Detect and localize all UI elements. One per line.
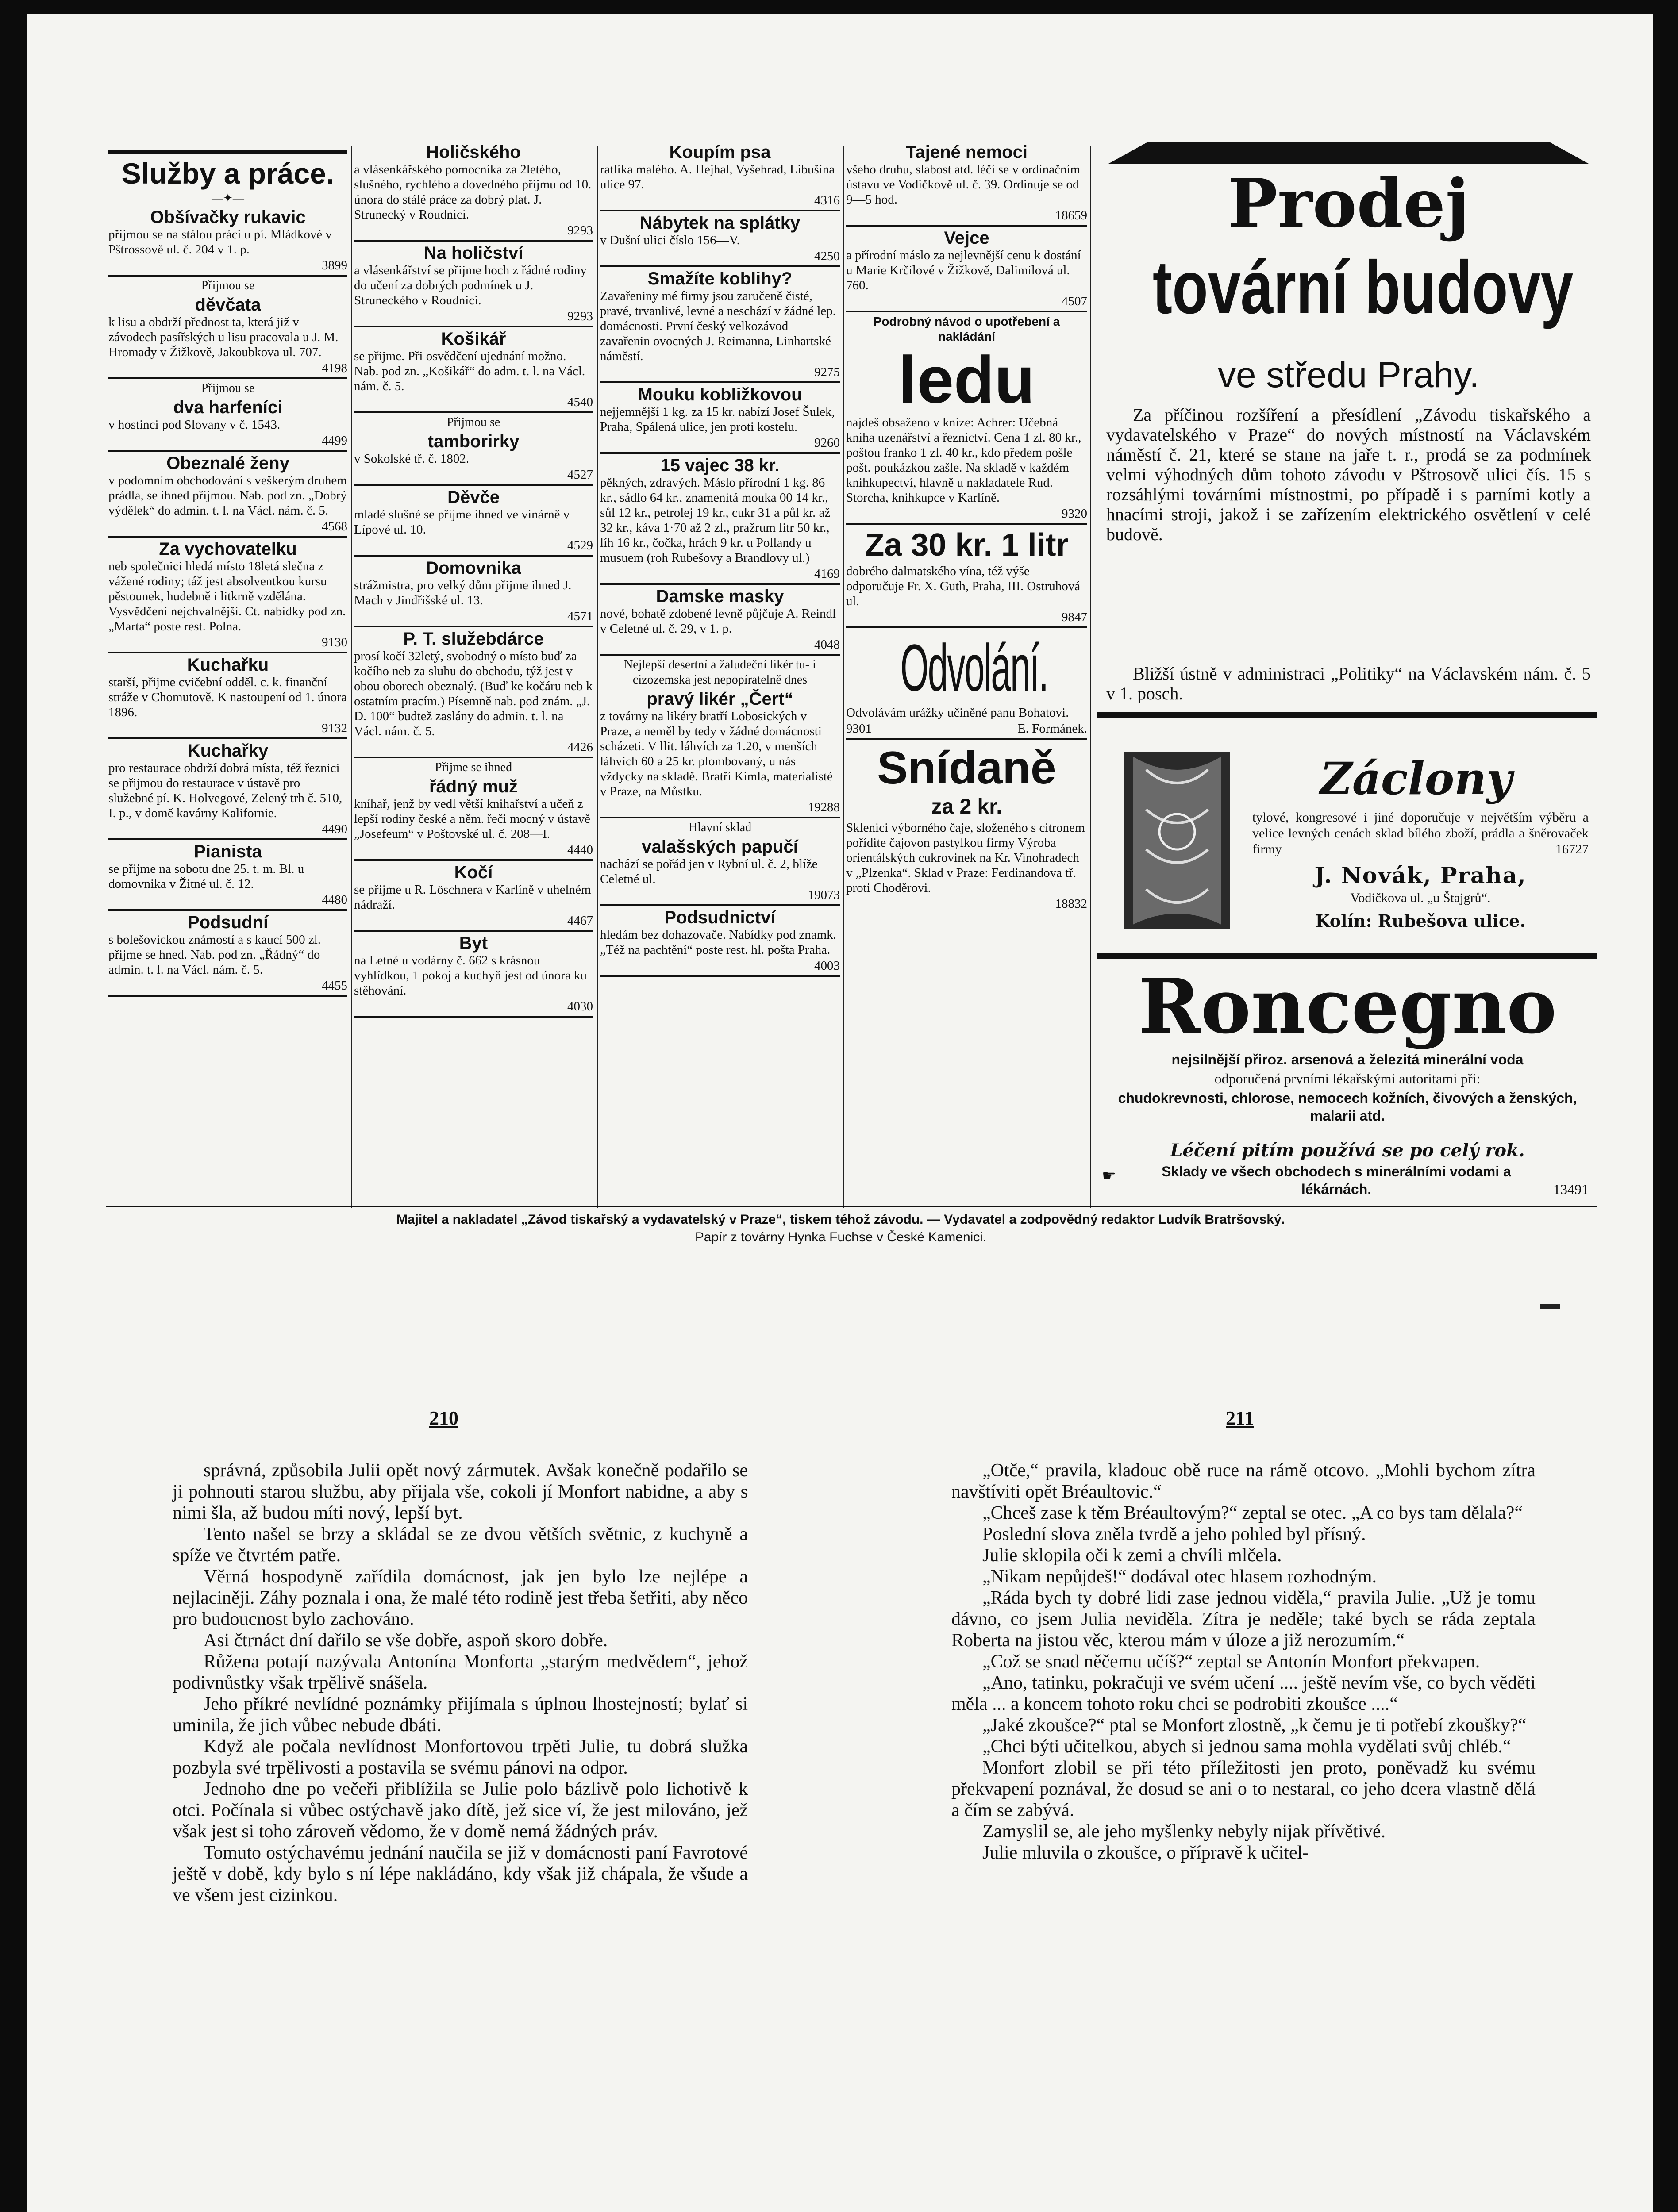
ad-title: Podsudní: [187, 913, 269, 932]
novel-paragraph: Poslední slova zněla tvrdě a jeho pohled byl přísný.: [982, 1524, 1366, 1544]
ad-kicker: Přijmou se: [201, 381, 255, 395]
ad-body: v Dušní ulici číslo 156—V.: [600, 233, 740, 247]
ad-body: najdeš obsaženo v knize: Achrer: Učebná kniha uzenářství a řeznictví. Cena 1 zl. 80 kr., poštou franko 1 zl. 40 kr., kdo předem pošle pošt. poukázkou zašle. Na skladě v každém knihkupectví, hlavně u nakladatele Rud. Storcha, knihkupce v Karlíně.: [846, 415, 1081, 505]
ad-title: tamborirky: [427, 432, 520, 451]
novel-paragraph: „Jaké zkoušce?“ ptal se Monfort zlostně, „k čemu je ti potřebí zkoušky?“: [982, 1715, 1527, 1736]
ad-divider: [600, 265, 840, 267]
ad-number: 9301: [846, 722, 872, 736]
ad-body: všeho druhu, slabost atd. léčí se v ordinačním ústavu ve Vodičkově ul. č. 39. Ordinuje se od 9—5 hod.: [846, 162, 1081, 207]
ad-kicker: Přijmou se: [201, 279, 255, 292]
pointing-hand-icon: ☛: [1102, 1167, 1116, 1185]
ad-divider: [600, 975, 840, 977]
ad-number: 9320: [1062, 507, 1087, 521]
novel-paragraph: „Chci býti učitelkou, abych si jednou sama mohla vydělati svůj chléb.“: [982, 1736, 1511, 1757]
ad-number: 9293: [567, 309, 593, 323]
ad-divider: [600, 654, 840, 656]
lace-curtain-illustration: [1106, 743, 1248, 938]
ad-number: 9132: [322, 721, 347, 735]
ad-body: z továrny na likéry bratří Lobosických v Praze, a neměl by tedy v žádné domácnosti scházeti. V llit. láhvích za 1.20, v menších láhvích 60 a 25 kr. plombovaný, u nás vždycky na skladě. Bratří Kimla, materialisté v Praze, na Můstku.: [600, 709, 833, 799]
ad-divider: [600, 817, 840, 818]
ad-body: starší, přijme cvičební odděl. c. k. finanční stráže v Chomutově. K nastoupení od 1. února 1896.: [108, 675, 347, 719]
classified-ad: [108, 207, 347, 276]
ad-divider: [354, 411, 593, 413]
ad-divider: [846, 311, 1087, 312]
ad-title: Mouku kobližkovou: [638, 385, 802, 404]
classified-ad: [600, 456, 840, 585]
ad-title: P. T. služebdárce: [403, 629, 544, 649]
ad-number: 4316: [814, 193, 840, 207]
ad-title: pravý likér „Čert“: [647, 689, 793, 709]
ad-divider: [354, 326, 593, 327]
ad-list: [600, 142, 840, 977]
ad-title-snidane: Snídaně: [877, 742, 1056, 794]
ad-body: se přijme na sobotu dne 25. t. m. Bl. u domovnika v Žitné ul. č. 12.: [108, 862, 304, 891]
ad-title: Koupím psa: [669, 142, 771, 162]
novel-paragraph: Julie mluvila o zkoušce, o přípravě k učitel-: [982, 1843, 1309, 1863]
zaclony-address: Vodičkova ul. „u Štajgrů“.: [1350, 891, 1491, 905]
ad-number: 4198: [322, 361, 347, 375]
ad-title: Za 30 kr. 1 litr: [865, 527, 1069, 563]
page-number-right: 211: [1226, 1407, 1254, 1429]
novel-paragraph: Věrná hospodyně zařídila domácnost, jak jen bylo lze nejlépe a nejlaciněji. Záhy poznala i ona, že malé této rodině jest třeba šetřiti, aby něco pro budoucnost bylo zachováno.: [173, 1567, 748, 1629]
ad-number: 4426: [567, 740, 593, 754]
ad-title: Domovnika: [426, 558, 521, 578]
print-mark: [1540, 1304, 1560, 1309]
prodej-subtitle-2: ve středu Prahy.: [1218, 355, 1479, 395]
ads-column-4: [846, 141, 1087, 912]
ad-title: řádný muž: [429, 777, 518, 796]
ad-divider: [108, 737, 347, 739]
classified-ad: [108, 741, 347, 840]
ad-number: 18832: [1055, 897, 1087, 911]
roncegno-title: Roncegno: [1138, 962, 1557, 1051]
ad-number: 4529: [567, 538, 593, 553]
ad-title: Obšívačky rukavic: [150, 207, 306, 227]
ad-divider: [108, 377, 347, 379]
ad-title: děvčata: [195, 295, 261, 315]
ad-divider: [108, 909, 347, 911]
ad-title: Tajené nemoci: [906, 142, 1028, 162]
ad-divider: [846, 523, 1087, 525]
classified-ad: [354, 329, 593, 413]
novel-paragraph: „Chceš zase k těm Bréaultovým?“ zeptal se otec. „A co bys tam dělala?“: [982, 1503, 1523, 1523]
ad-number: 4467: [567, 914, 593, 928]
ad-body: a vlásenkářství se přijme hoch z řádné rodiny do učení za dobrých podmínek u J. Struneckého v Roudnici.: [354, 263, 587, 307]
footer-rule: [106, 1206, 1597, 1207]
ad-divider: [600, 452, 840, 454]
ad-divider: [600, 210, 840, 211]
ad-divider: [1097, 712, 1597, 718]
prodej-subtitle: tovární budovy: [1152, 246, 1574, 330]
zaclony-firm: J. Novák, Praha,: [1314, 862, 1527, 888]
ad-divider: [108, 652, 347, 653]
classified-ad: [600, 142, 840, 211]
ad-body: nové, bohatě zdobené levně půjčuje A. Reindl v Celetné ul. č. 29, v 1. p.: [600, 607, 836, 636]
ad-number: 4480: [322, 893, 347, 907]
ad-title: Kočí: [454, 863, 493, 882]
ad-title: 15 vajec 38 kr.: [660, 456, 780, 475]
ad-title: Damske masky: [656, 587, 784, 606]
classified-ad: [354, 415, 593, 486]
ad-body: v hostinci pod Slovany v č. 1543.: [108, 418, 281, 432]
novel-paragraph: „Ano, tatinku, pokračuji ve svém učení .... ještě nevím vše, co bych věděti měla ... a koncem tohoto roku chci se podrobiti zkoušce ....“: [951, 1673, 1536, 1714]
ad-title: valašských papučí: [642, 837, 798, 856]
ad-divider: [108, 536, 347, 538]
ad-number: 19073: [808, 888, 840, 902]
ad-title: Kuchařky: [187, 741, 269, 760]
ad-number: 9260: [814, 436, 840, 450]
ad-body: Odvolávám urážky učiněné panu Bohatovi.: [846, 706, 1069, 720]
classified-ad: [354, 558, 593, 627]
ad-list: [354, 142, 593, 1018]
ad-title: Na holičství: [423, 243, 523, 263]
ad-divider: [600, 904, 840, 906]
ad-body: v Sokolské tř. č. 1802.: [354, 452, 470, 466]
ornament: —✦—: [212, 192, 244, 204]
classified-ad: [354, 760, 593, 861]
novel-page-left: [173, 1460, 748, 1906]
imprint-line-1: Majitel a nakladatel „Závod tiskařský a vydavatelský v Praze“, tiskem téhož závodu. — Vydavatel a zodpovědný redaktor Ludvík Bratršovský.: [396, 1212, 1285, 1227]
ad-title-led: ledu: [898, 342, 1035, 417]
ad-number: 4003: [814, 959, 840, 973]
novel-page-right: [951, 1460, 1536, 1863]
ad-title: Nábytek na splátky: [639, 213, 801, 233]
classified-ad: [600, 657, 840, 818]
ad-divider: [354, 484, 593, 486]
classified-ad: [108, 381, 347, 452]
ad-title: Pianista: [194, 842, 262, 861]
ad-body: a přírodní máslo za nejlevnější cenu k dostání u Marie Krčilové v Žižkově, Dalimilová ul. 760.: [846, 248, 1081, 292]
section-title: Služby a práce.: [121, 157, 335, 190]
ad-kicker: Hlavní sklad: [688, 821, 752, 834]
novel-paragraph: Julie sklopila oči k zemi a chvíli mlčela.: [982, 1545, 1282, 1566]
prodej-body: Za příčinou rozšíření a přesídlení „Závodu tiskařského a vydavatelského v Praze“ do nových místností na Václavském náměstí č. 21, které se stane na jaře t. r., prodá se za podmínek velmi výhodných dům tohoto závodu v Pštrosově ulici čís. 15 s rozsáhlými továrními místnostmi, po případě i s parními kotly a hnacími stroji, jakož i se zařízením elektrického osvětlení v celé budově.: [1106, 405, 1591, 544]
zaclony-kolin: Kolín: Rubešova ulice.: [1315, 911, 1526, 931]
ad-number: 4507: [1062, 294, 1087, 308]
prodej-title: Prodej: [1228, 165, 1470, 242]
ad-title: Smažíte koblihy?: [647, 269, 793, 288]
classified-ad: [600, 587, 840, 656]
ad-divider: [1097, 953, 1597, 959]
ad-number: 4048: [814, 637, 840, 652]
classified-ad: [354, 863, 593, 932]
ad-body: s bolešovickou známostí a s kaucí 500 zl. přijme se hned. Nab. pod zn. „Řádný“ do admin. t. l. na Václ. nám. č. 5.: [108, 933, 321, 977]
classified-ad: [354, 243, 593, 327]
ad-body: se přijme u R. Löschnera v Karlíně v uhelném nádraží.: [354, 883, 591, 912]
ad-title: Byt: [459, 933, 488, 953]
roncegno-line-4: Léčení pitím používá se po celý rok.: [1170, 1140, 1525, 1161]
novel-paragraph: Zamyslil se, ale jeho myšlenky nebyly nijak přívětivé.: [982, 1821, 1386, 1842]
ad-kicker: Podrobný návod o upotřebení a nakládání: [873, 315, 1060, 343]
novel-paragraph: Tento našel se brzy a skládal se ze dvou větších světnic, z kuchyně a spíže ve čtvrtém patře.: [173, 1524, 748, 1566]
ad-title: Kuchařku: [187, 655, 269, 675]
ad-kicker: Přijmou se: [446, 415, 500, 429]
zaclony-body: tylové, kongresové i jiné doporučuje v největším výběru a velice levných cenách sklad bílého zboží, prádla a šněrovaček firmy: [1252, 810, 1589, 856]
ad-title: Za vychovatelku: [159, 539, 297, 559]
ad-body: k lisu a obdrží přednost ta, která již v závodech pasířských u lisu pracovala u J. M. Hromady v Žižkově, Jakoubkova ul. 707.: [108, 315, 339, 359]
ad-title: dva harfeníci: [173, 398, 283, 417]
ad-number: 16727: [1555, 842, 1589, 856]
ads-column-2: [354, 141, 593, 1019]
ad-body: nejjemnější 1 kg. za 15 kr. nabízí Josef Šulek, Praha, Spálená ulice, jen proti kostelu.: [600, 405, 835, 434]
scan-border-right: [1653, 0, 1678, 2212]
ad-body: strážmistra, pro velký dům přijme ihned J. Mach v Jindřišské ul. 13.: [354, 578, 572, 607]
novel-paragraph: „Nikam nepůjdeš!“ dodával otec hlasem rozhodným.: [982, 1567, 1377, 1587]
ad-title: Holičského: [426, 142, 521, 162]
roncegno-line-1: nejsilnější přiroz. arsenová a železitá minerální voda: [1171, 1052, 1524, 1068]
ad-body: mladé slušné se přijme ihned ve vinárně v Lípové ul. 10.: [354, 507, 570, 537]
ad-number: 4527: [567, 468, 593, 482]
classified-ad: [108, 539, 347, 653]
ad-list: [108, 207, 347, 997]
novel-paragraph: Jeho příkré nevlídné poznámky přijímala s úplnou lhostejností; bylať si uminila, že jich vůbec nebude dbáti.: [173, 1694, 748, 1736]
ad-number: 4490: [322, 822, 347, 836]
ad-title: Košikář: [441, 329, 506, 349]
ad-body: v podomním obchodování s veškerým druhem prádla, se ihned přijmou. Nab. pod zn. „Dobrý výdělek“ do admin. t. l. na Václ. nám. č. 5.: [108, 473, 347, 518]
ad-number: 4499: [322, 434, 347, 448]
classified-ad: [354, 933, 593, 1018]
ad-number: 4169: [814, 567, 840, 581]
novel-paragraph: Asi čtrnáct dní dařilo se vše dobře, aspoň skoro dobře.: [204, 1630, 608, 1651]
ad-number: 3899: [322, 258, 347, 273]
novel-paragraph: „Což se snad něčemu učíš?“ zeptal se Antonín Monfort překvapen.: [982, 1651, 1480, 1672]
novel-paragraph: Monfort zlobil se při této příležitosti jen proto, poněvadž ku svému překvapení poznával, že dosud se ani o to nestaral, co jeho dcera vlastně dělá a čím se zabývá.: [951, 1758, 1536, 1820]
classified-ad: [354, 142, 593, 242]
ad-body: Zavařeniny mé firmy jsou zaručeně čisté, pravé, trvanlivé, levné a neschází v žádné lep. domácnosti. První český velkozávod zavařenin ovocných J. Reimanna, Linhartské náměstí.: [600, 289, 836, 363]
ad-divider: [354, 930, 593, 932]
ad-divider: [846, 626, 1087, 628]
zaclony-title: Záclony: [1320, 753, 1513, 805]
ad-title: Obeznalé ženy: [166, 453, 289, 473]
ad-signature: E. Formánek.: [1017, 722, 1087, 736]
ad-body: přijmou se na stálou práci u pí. Mládkové v Pštrossově ul. č. 204 v 1. p.: [108, 227, 332, 257]
ad-body: neb společnici hledá místo 18letá slečna z vážené rodiny; táž jest absolventkou kursu pěstounek, hudebně i litkrně vzdělána. Vysvědčení nejchvalnější. Ct. nabídky pod zn. „Marta“ poste rest. Polna.: [108, 559, 346, 634]
ad-divider: [354, 859, 593, 861]
classified-ad: [600, 213, 840, 267]
ad-number: 4455: [322, 979, 347, 993]
classified-ad: [354, 629, 593, 758]
ad-kicker: Přijme se ihned: [435, 760, 512, 774]
ad-body: Sklenici výborného čaje, složeného s citronem pořídite čajovon pastylkou firmy Výroba orientálských cukrovinek na Kr. Vinohradech v „Plzenka“. Sklad v Praze: Ferdinandova tř. proti Choděrovi.: [846, 821, 1085, 895]
novel-paragraph: Růžena potají nazývala Antonína Monforta „starým medvědem“, jehož podivnůstky však trpělivě snášela.: [173, 1651, 748, 1693]
ads-column-1: [108, 148, 347, 998]
ad-body: prosí kočí 32letý, svobodný o místo buď za kočího neb za sluhu do obchodu, týž jest v obou oborech obeznalý. (Buď ke kočáru neb k ostatním pracím.) Písemně nab. pod znám. „J. D. 100“ budtež zaslány do admin. t. l. na Václ. nám. č. 5.: [354, 649, 593, 738]
ad-divider: [108, 995, 347, 997]
ad-number: 9130: [322, 635, 347, 649]
ad-number: 9847: [1062, 610, 1087, 624]
ad-sign-row: [846, 721, 1087, 736]
roncegno-line-5: Sklady ve všech obchodech s minerálními vodami a lékárnách.: [1162, 1164, 1511, 1197]
ad-divider: [354, 757, 593, 758]
ad-divider: [600, 381, 840, 383]
prodej-more: Bližší ústně v administraci „Politiky“ na Václavském nám. č. 5 v 1. posch.: [1106, 664, 1591, 703]
ad-subtitle: za 2 kr.: [931, 795, 1002, 818]
classified-ad: [600, 820, 840, 906]
novel-paragraph: správná, způsobila Julii opět nový zármutek. Avšak konečně podařilo se ji pohnouti starou službu, aby přijala vše, cokoli jí Monfort nabidne, a aby s nimi šla, až budou míti nový, lepší byt.: [173, 1460, 748, 1523]
ad-title: Děvče: [447, 488, 500, 507]
classified-ad: [108, 278, 347, 379]
ad-divider: [108, 838, 347, 840]
ad-body: ratlíka malého. A. Hejhal, Vyšehrad, Libušina ulice 97.: [600, 162, 835, 192]
classified-ad: [600, 269, 840, 383]
ad-number: 4568: [322, 519, 347, 534]
ad-number: 19288: [808, 800, 840, 814]
ad-title-odvolani: Odvolání.: [900, 630, 1048, 705]
ad-body: a vlásenkářského pomocníka za 2letého, slušného, rychlého a dovedného přijmu od 10. února do stálé práce za dobrý plat. J. Strunecký v Roudnici.: [354, 162, 592, 222]
ad-title: Vejce: [944, 228, 989, 248]
ad-title: Podsudnictví: [664, 908, 776, 927]
novel-paragraph: Tomuto ostýchavému jednání naučila se již v domácnosti paní Favrotové ještě v době, kdy bylo s ní lépe nakládáno, kdy však již chápala, že všude a ve všem jest cizinkou.: [173, 1843, 748, 1905]
ad-body: se přijme. Při osvědčení ujednání možno. Nab. pod zn. „Košikář“ do adm. t. l. na Václ. nám. č. 5.: [354, 349, 585, 393]
classified-ad: [600, 908, 840, 977]
prodej-banner-bar: [1108, 142, 1589, 164]
ad-body: kníhař, jenž by vedl větší knihařství a učeň z lepší rodiny české a něm. řeči mocný v ústavě „Josefeum“ v Poštovské ul. č. 208—I.: [354, 797, 590, 841]
ad-number: 4440: [567, 843, 593, 857]
ad-body: pěkných, zdravých. Máslo přírodní 1 kg. 86 kr., sádlo 64 kr., znamenitá mouka 00 14 kr., sůl 12 kr., petrolej 19 kr., cukr 31 a půl kr. až 32 kr., káva 1·70 až 2 zl., pražrum litr 50 kr., líh 16 kr., čočka, hrách 9 kr. u Pollandy u musuem (roh Rubešovy a Brandlovy ul.): [600, 476, 831, 565]
classified-ad: [108, 453, 347, 538]
ad-divider: [600, 583, 840, 585]
ad-kicker: Nejlepší desertní a žaludeční likér tu- i cizozemska jest nepopíratelně dnes: [624, 658, 816, 687]
roncegno-line-2: odporučená prvními lékařskými autoritami při:: [1214, 1071, 1481, 1087]
classified-ad: [108, 913, 347, 997]
ad-number: 4540: [567, 395, 593, 409]
ad-body: dobrého dalmatského vína, též výše odporučuje Fr. X. Guth, Praha, III. Ostruhová ul.: [846, 564, 1081, 608]
ad-divider: [846, 738, 1087, 740]
ad-divider: [108, 275, 347, 276]
ad-body: nachází se pořád jen v Rybní ul. č. 2, blíže Celetné ul.: [600, 857, 818, 886]
ad-divider: [846, 225, 1087, 227]
ad-body: hledám bez dohazovače. Nabídky pod znamk. „Též na pachtění“ poste rest. hl. pošta Praha.: [600, 928, 836, 957]
scan-border-top: [0, 0, 1678, 14]
classified-ad: [354, 488, 593, 557]
novel-paragraph: „Otče,“ pravila, kladouc obě ruce na rámě otcovo. „Mohli bychom zítra navštíviti opět Bréaultovic.“: [951, 1460, 1536, 1502]
classified-ad: [108, 655, 347, 739]
ad-number: 18659: [1055, 208, 1087, 223]
novel-paragraph: „Ráda bych ty dobré lidi zase jednou viděla,“ pravila Julie. „Už je tomu dávno, co jsem Julia neviděla. Zítra je neděle; také bych se ráda zeptala Roberta na jistou věc, kterou mám v úloze a již nerozumím.“: [951, 1588, 1536, 1651]
ad-divider: [354, 626, 593, 627]
ad-body: pro restaurace obdrží dobrá místa, též řeznici se přijmou do restaurace v ústavě pro služebné pí. K. Holvegové, Zelený trh č. 510, I. p., v domě kavárny Kalifornie.: [108, 761, 343, 820]
roncegno-line-3: chudokrevnosti, chlorose, nemocech kožních, čivových a ženských, malarii atd.: [1118, 1090, 1577, 1124]
ad-divider: [354, 240, 593, 242]
ad-number: 9293: [567, 223, 593, 238]
classified-ad: [600, 385, 840, 454]
scan-border-left: [0, 0, 27, 2212]
column-rule: [597, 146, 598, 1208]
ad-number: 9275: [814, 365, 840, 379]
ad-number: 13491: [1553, 1181, 1589, 1197]
ad-body: na Letné u vodárny č. 662 s krásnou vyhlídkou, 1 pokoj a kuchyň jest od února ku stěhování.: [354, 953, 587, 998]
imprint-line-2: Papír z továrny Hynka Fuchse v České Kamenici.: [695, 1230, 987, 1244]
novel-paragraph: Jednoho dne po večeři přiblížila se Julie polo bázlivě polo lichotivě k otci. Počínala si vůbec ostýchavě jako dítě, jež sice ví, že jest milováno, jež však jest si toho zároveň vědomo, že v domě nemá žádných práv.: [173, 1779, 748, 1842]
ads-column-3: [600, 141, 840, 979]
ad-divider: [354, 1016, 593, 1018]
column-rule: [351, 146, 352, 1208]
ad-number: 4571: [567, 609, 593, 623]
ad-divider: [108, 450, 347, 452]
ad-number: 4250: [814, 249, 840, 263]
ad-number: 4030: [567, 999, 593, 1014]
column-rule: [843, 146, 844, 1208]
ad-divider: [354, 555, 593, 557]
column-rule: [1090, 146, 1091, 1208]
classified-ad: [108, 842, 347, 911]
top-rule: [108, 150, 347, 154]
page-number-left: 210: [429, 1407, 458, 1429]
novel-paragraph: Když ale počala nevlídnost Monfortovou trpěti Julie, tu dobrá služka pozbyla své trpělivosti a postavila se svému pánovi na odpor.: [173, 1736, 748, 1778]
